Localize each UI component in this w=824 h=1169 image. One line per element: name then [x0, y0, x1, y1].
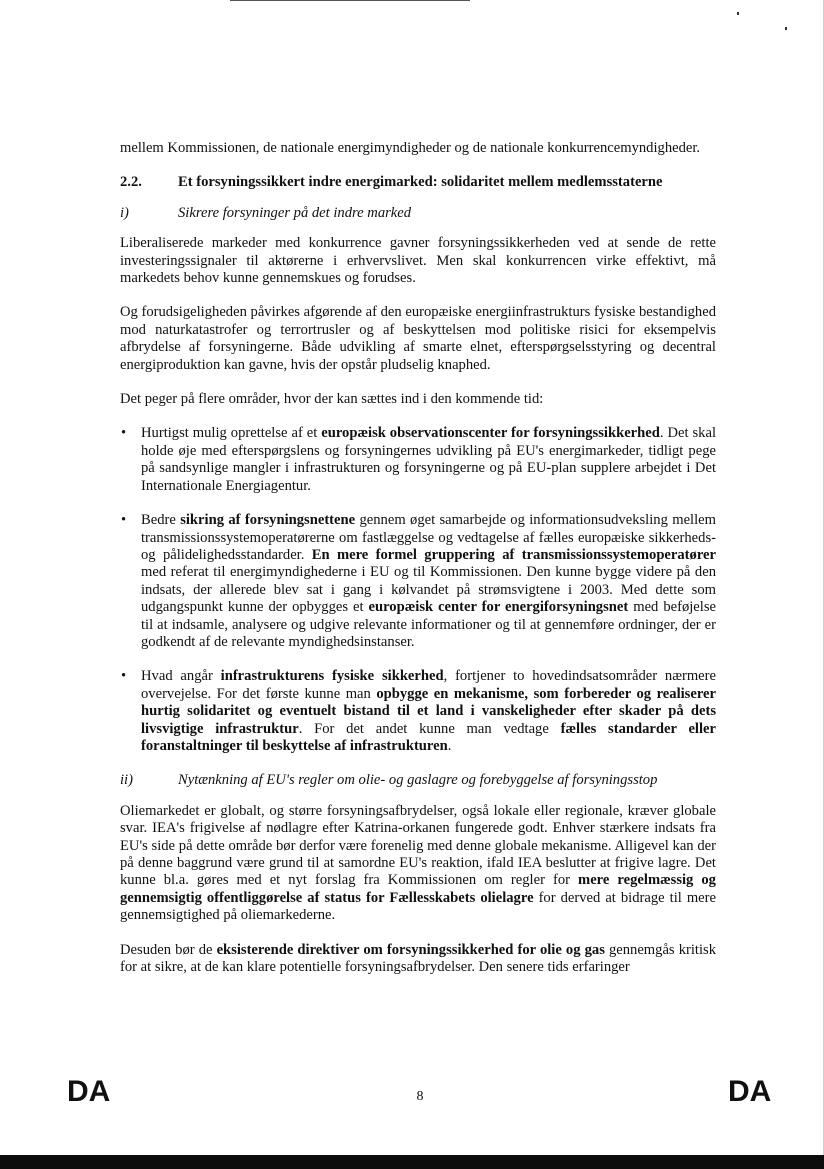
paragraph: Oliemarkedet er globalt, og større forsyningsafbrydelser, også lokale eller regionale, kræver globale svar. IEA's frigivelse af nødlagre efter Katrina-orkanen fungerede godt. Enhver stærkere indsats fra EU's side på dette område bør derfor være forenelig med denne globale mekanisme. Alligevel kan der på denne baggrund være grund til at samordne EU's reaktion, ifald IEA beslutter at frigive lagre. Det kunne bl.a. gøres med et nyt forslag fra Kommissionen om regler for mere regelmæssig og gennemsigtig offentliggørelse af status for Fællesskabets olielagre for derved at bidrage til mere gennemsigtighed på oliemarkederne. — [120, 802, 716, 924]
list-item: • Hurtigst mulig oprettelse af et europæisk observationscenter for forsyningssikkerhed. Det skal holde øje med efterspørgslens og forsyningernes udvikling på EU's energimarkeder, tidligt pege på sandsynlige mangler i infrastrukturen og forsyningerne og på EU-plan supplere arbejdet i Det Internationale Energiagentur. — [120, 425, 716, 495]
paragraph: Desuden bør de eksisterende direktiver om forsyningssikkerhed for olie og gas gennemgås kritisk for at sikre, at de kan klare potentielle forsyningsafbrydelser. Den senere tids erfaringer — [120, 941, 716, 976]
continuation-paragraph: mellem Kommissionen, de nationale energimyndigheder og de nationale konkurrencemyndigheder. — [120, 140, 701, 156]
top-scan-line — [230, 0, 470, 1]
bottom-scan-bar — [0, 1155, 824, 1169]
section-title: Et forsyningssikkert indre energimarked: solidaritet mellem medlemsstaterne — [178, 174, 663, 191]
scan-speck — [785, 27, 787, 30]
paragraph: Liberaliserede markeder med konkurrence gavner forsyningssikkerheden ved at sende de rette investeringssignaler til aktørerne i erhvervslivet. Men skal konkurrencen virke effektivt, må markedets behov kunne gennemskues og forudses. — [120, 235, 716, 287]
section-number: 2.2. — [120, 174, 142, 191]
subsection-title: Sikrere forsyninger på det indre marked — [178, 204, 412, 221]
language-code-left: DA — [67, 1075, 111, 1108]
subsection-number: i) — [120, 204, 129, 221]
scan-speck — [737, 12, 739, 15]
subsection-heading — [120, 205, 716, 222]
subsection-heading — [120, 772, 716, 789]
page-number: 8 — [416, 1089, 424, 1104]
bullet-list — [120, 425, 716, 755]
language-code-right: DA — [728, 1075, 772, 1108]
subsection-number: ii) — [120, 772, 133, 789]
section-heading — [120, 174, 716, 191]
subsection-title: Nytænkning af EU's regler om olie- og gaslagre og forebyggelse af forsyningsstop — [178, 772, 658, 789]
paragraph: Og forudsigeligheden påvirkes afgørende af den europæiske energiinfrastrukturs fysiske bestandighed mod naturkatastrofer og terrortrusler og af beskyttelsen mod politiske risici for eksempelvis afbrydelse af forsyningerne. Både udvikling af smarte elnet, efterspørgselsstyring og decentral energiproduktion kan gavne, hvis der opstår pludselig knaphed. — [120, 304, 716, 373]
list-item: • Bedre sikring af forsyningsnettene gennem øget samarbejde og informationsudveksling mellem transmissionssystemoperatørerne om fastlæggelse og vedtagelse af fælles europæiske sikkerheds- og pålidelighedsstandarder. En mere formel gruppering af transmissionssystemoperatører med referat til energimyndighederne i EU og til Kommissionen. Den kunne bygge videre på den indsats, der allerede blev sat i gang i kølvandet på strømsvigtene i 2003. Med dette som udgangspunkt kunne der opbygges et europæisk center for energiforsyningsnet med beføjelse til at indsamle, analysere og udgive relevante informationer og til at gennemføre ordninger, der er godkendt af de relevante myndighedsinstanser. — [120, 512, 716, 651]
paragraph: Det peger på flere områder, hvor der kan sættes ind i den kommende tid: — [120, 391, 544, 408]
document-body — [120, 140, 716, 993]
list-item: • Hvad angår infrastrukturens fysiske sikkerhed, fortjener to hovedindsatsområder nærmere overvejelse. For det første kunne man opbygge en mekanisme, som forbereder og realiserer hurtig solidaritet og eventuelt bistand til et land i vanskeligheder efter skader på dets livsvigtige infrastruktur. For det andet kunne man vedtage fælles standarder eller foranstaltninger til beskyttelse af infrastrukturen. — [120, 668, 716, 755]
